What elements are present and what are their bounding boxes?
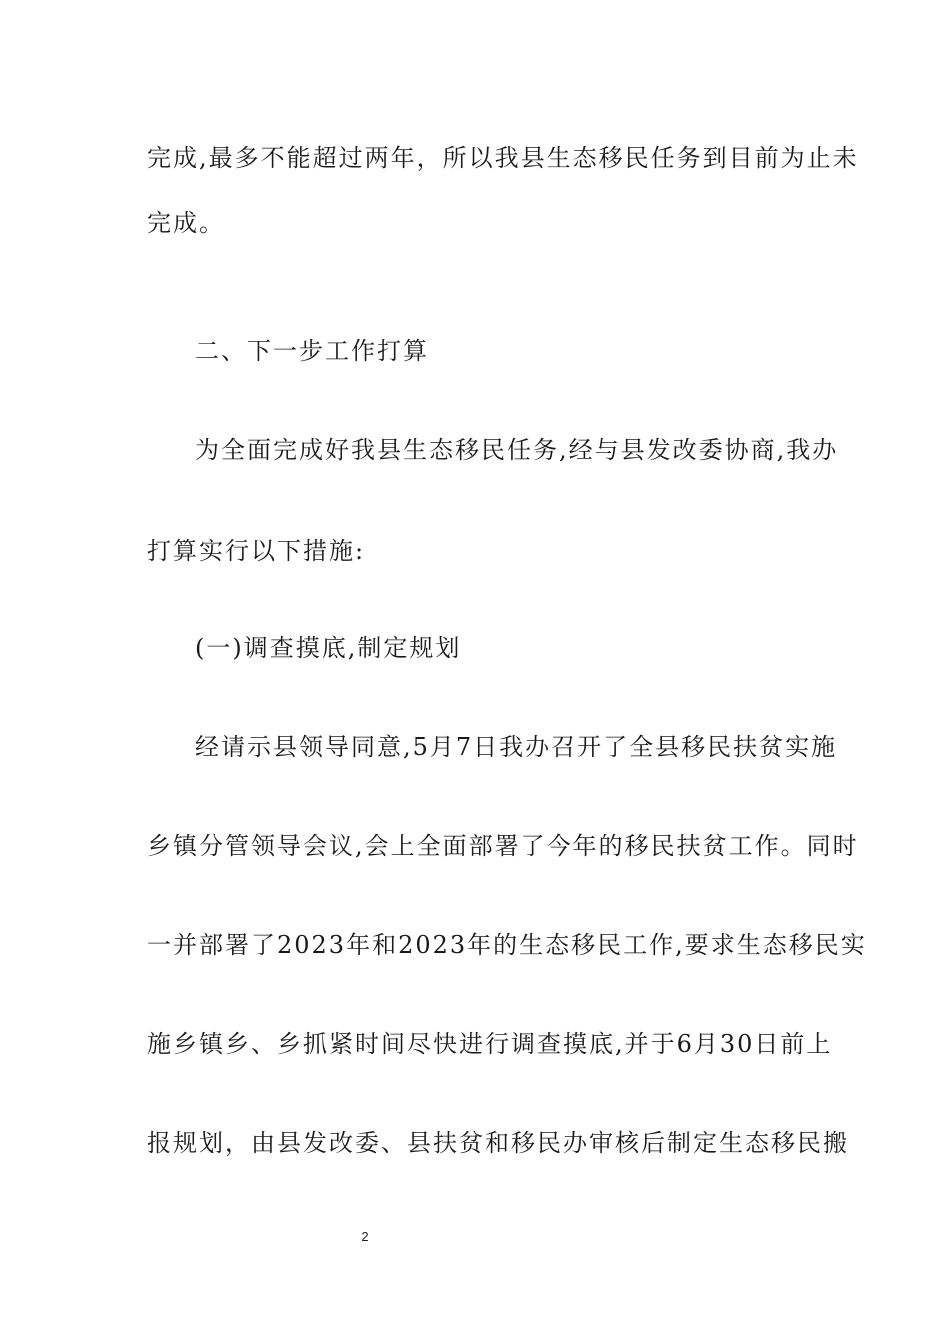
paragraph-line: 乡镇分管领导会议,会上全面部署了今年的移民扶贫工作。同时: [147, 832, 859, 860]
paragraph-line: 为全面完成好我县生态移民任务,经与县发改委协商,我办: [195, 436, 839, 464]
paragraph-line: 完成。: [147, 209, 225, 237]
paragraph-line: 打算实行以下措施:: [147, 537, 366, 565]
paragraph-line: 一并部署了2023年和2023年的生态移民工作,要求生态移民实: [147, 931, 867, 959]
page-number: 2: [361, 1229, 369, 1244]
paragraph-line: 施乡镇乡、乡抓紧时间尽快进行调查摸底,并于6月30日前上: [147, 1030, 833, 1058]
paragraph-line: 经请示县领导同意,5月7日我办召开了全县移民扶贫实施: [195, 733, 838, 761]
subsection-heading: (一)调查摸底,制定规划: [195, 634, 462, 662]
section-heading: 二、下一步工作打算: [195, 337, 429, 365]
paragraph-line: 完成,最多不能超过两年，所以我县生态移民任务到目前为止未: [147, 144, 859, 172]
paragraph-line: 报规划，由县发改委、县扶贫和移民办审核后制定生态移民搬: [147, 1129, 849, 1157]
